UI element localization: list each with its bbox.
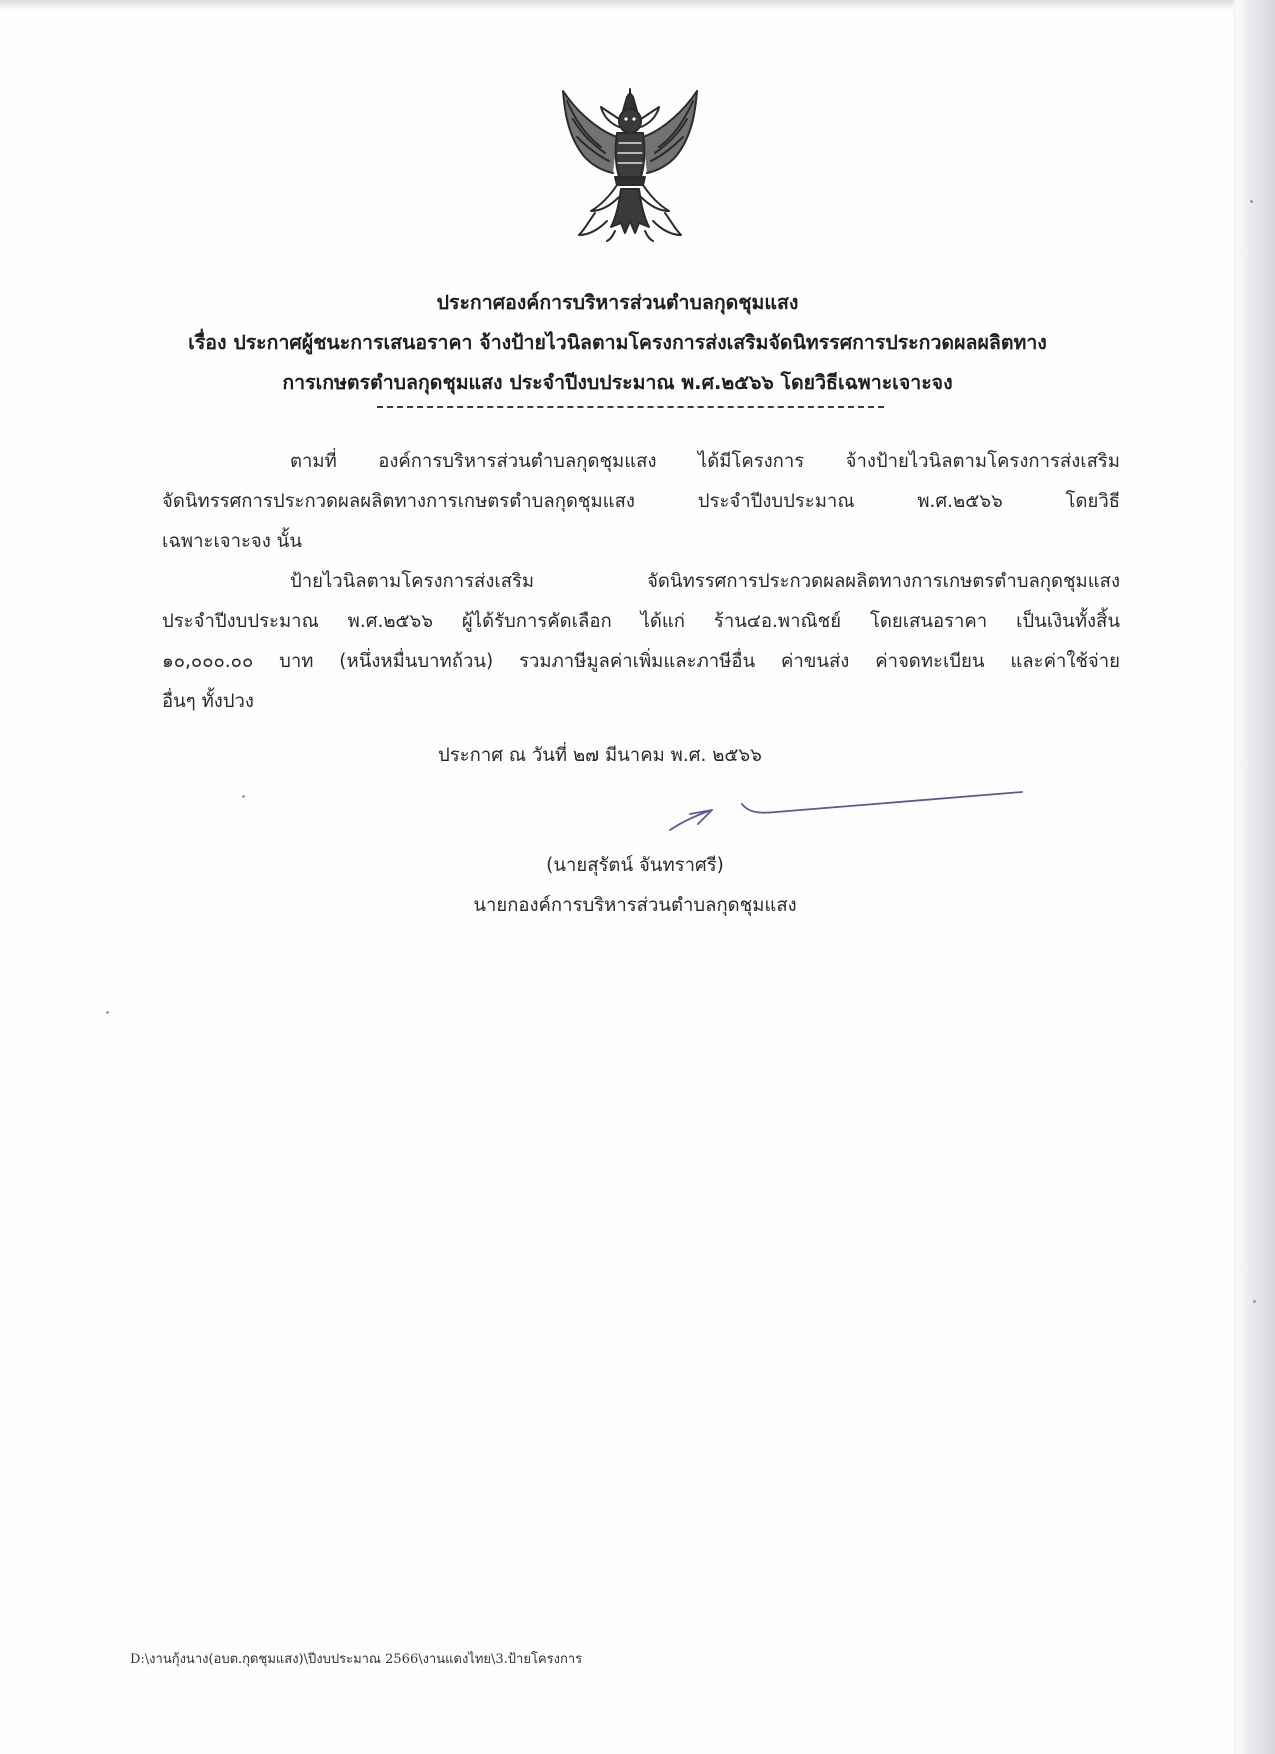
scan-speck <box>242 795 245 798</box>
paragraph-1-line-3: เฉพาะเจาะจง นั้น <box>162 531 302 552</box>
announcement-heading: ประกาศองค์การบริหารส่วนตำบลกุดชุมแสง <box>436 291 799 314</box>
dashed-divider <box>377 406 884 408</box>
paragraph-2-line-4: อื่นๆ ทั้งปวง <box>162 691 254 712</box>
paragraph-1-line-2: จัดนิทรรศการประกวดผลผลิตทางการเกษตรตำบลกุดชุมแสง ประจำปีงบประมาณ พ.ศ.๒๕๖๖ โดยวิธี <box>162 491 1120 512</box>
announcement-date: ประกาศ ณ วันที่ ๒๗ มีนาคม พ.ศ. ๒๕๖๖ <box>438 745 762 766</box>
signer-title: นายกองค์การบริหารส่วนตำบลกุดชุมแสง <box>473 895 797 916</box>
announcement-subject-line-2: การเกษตรตำบลกุดชุมแสง ประจำปีงบประมาณ พ.ศ.๒๕๖๖ โดยวิธีเฉพาะเจาะจง <box>282 371 953 394</box>
signer-name: (นายสุรัตน์ จันทราศรี) <box>546 855 724 876</box>
garuda-emblem-icon <box>555 85 705 243</box>
scan-speck <box>106 1011 109 1014</box>
footer-file-path: D:\งานกุ้งนาง(อบต.กุดชุมแสง)\ปีงบประมาณ 2566\งานแดงไทย\3.ป้ายโครงการ <box>130 1652 583 1667</box>
paragraph-2-line-2: ประจำปีงบประมาณ พ.ศ.๒๕๖๖ ผู้ได้รับการคัดเลือก ได้แก่ ร้าน๔อ.พาณิชย์ โดยเสนอราคา เป็นเงินทั้งสิ้น <box>162 611 1120 632</box>
paragraph-2-line-1: ป้ายไวนิลตามโครงการส่งเสริม จัดนิทรรศการประกวดผลผลิตทางการเกษตรตำบลกุดชุมแสง <box>290 571 1120 592</box>
announcement-subject-line-1: เรื่อง ประกาศผู้ชนะการเสนอราคา จ้างป้ายไวนิลตามโครงการส่งเสริมจัดนิทรรศการประกวดผลผลิตทาง <box>188 331 1047 354</box>
scan-speck <box>1253 1300 1256 1303</box>
scan-edge-top <box>0 0 1275 10</box>
handwritten-signature <box>660 788 1030 838</box>
scan-speck <box>1250 200 1253 203</box>
paragraph-2-line-3: ๑๐,๐๐๐.๐๐ บาท (หนึ่งหมื่นบาทถ้วน) รวมภาษีมูลค่าเพิ่มและภาษีอื่น ค่าขนส่ง ค่าจดทะเบียน และค่าใช้จ่าย <box>162 651 1120 672</box>
paragraph-1-line-1: ตามที่ องค์การบริหารส่วนตำบลกุดชุมแสง ได้มีโครงการ จ้างป้ายไวนิลตามโครงการส่งเสริม <box>290 451 1120 472</box>
